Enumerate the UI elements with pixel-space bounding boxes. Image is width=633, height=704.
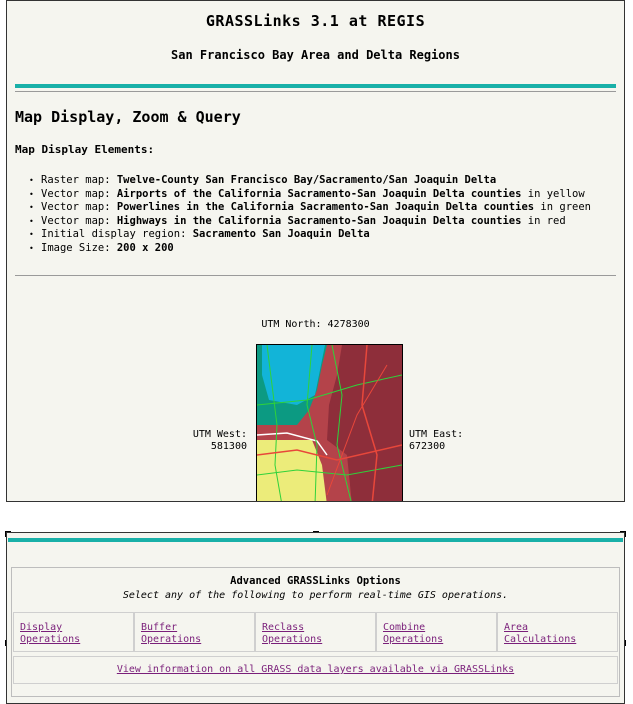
option-cell: [134, 612, 255, 652]
utm-west-title: UTM West:: [192, 429, 247, 440]
option-cell: [13, 612, 134, 652]
options-title: Advanced GRASSLinks Options: [230, 575, 401, 587]
elements-heading: Map Display Elements:: [15, 143, 155, 156]
list-item: • Image Size: 200 x 200: [41, 242, 624, 256]
options-row: [13, 612, 618, 652]
header-rule: [15, 91, 616, 92]
list-item: • Initial display region: Sacramento San Joaquin Delta: [41, 228, 624, 242]
options-table: [11, 567, 620, 697]
option-cell: [497, 612, 618, 652]
display-operations-link[interactable]: Display Operations: [20, 622, 81, 645]
utm-north-label: UTM North: 4278300: [261, 319, 370, 330]
list-item: • Vector map: Airports of the California Sacramento-San Joaquin Delta counties in yellow: [41, 188, 624, 202]
options-subtitle: Select any of the following to perform real-time GIS operations.: [122, 590, 509, 601]
map-elements-list: [7, 174, 624, 255]
options-header: [12, 568, 619, 606]
site-title: GRASSLinks 3.1 at REGIS: [205, 12, 426, 30]
buffer-operations-link[interactable]: Buffer Operations: [141, 622, 202, 645]
list-item: • Vector map: Powerlines in the California Sacramento-San Joaquin Delta counties in green: [41, 201, 624, 215]
options-divider: [8, 538, 623, 542]
utm-east-value: 672300: [409, 441, 446, 452]
section-heading: Map Display, Zoom & Query: [15, 108, 241, 126]
list-item: • Raster map: Twelve-County San Francisco Bay/Sacramento/San Joaquin Delta: [41, 174, 624, 188]
list-item: • Vector map: Highways in the California Sacramento-San Joaquin Delta counties in red: [41, 215, 624, 229]
info-link-cell: [13, 656, 618, 684]
data-layers-info-link[interactable]: View information on all GRASS data layers available via GRASSLinks: [116, 664, 515, 675]
utm-east-label: [409, 429, 463, 453]
area-calculations-link[interactable]: Area Calculations: [504, 622, 577, 645]
reclass-operations-link[interactable]: Reclass Operations: [262, 622, 323, 645]
utm-east-title: UTM East:: [409, 429, 464, 440]
utm-west-value: 581300: [210, 441, 247, 452]
map-image[interactable]: [256, 344, 403, 502]
option-cell: [255, 612, 376, 652]
section-rule: [15, 275, 616, 276]
map-graphic: [257, 345, 402, 502]
header-divider: [15, 84, 616, 88]
combine-operations-link[interactable]: Combine Operations: [383, 622, 444, 645]
options-frame: [6, 532, 625, 704]
map-display-frame: [6, 0, 625, 502]
site-subtitle: San Francisco Bay Area and Delta Regions: [171, 48, 460, 62]
option-cell: [376, 612, 497, 652]
utm-west-label: [187, 429, 247, 453]
